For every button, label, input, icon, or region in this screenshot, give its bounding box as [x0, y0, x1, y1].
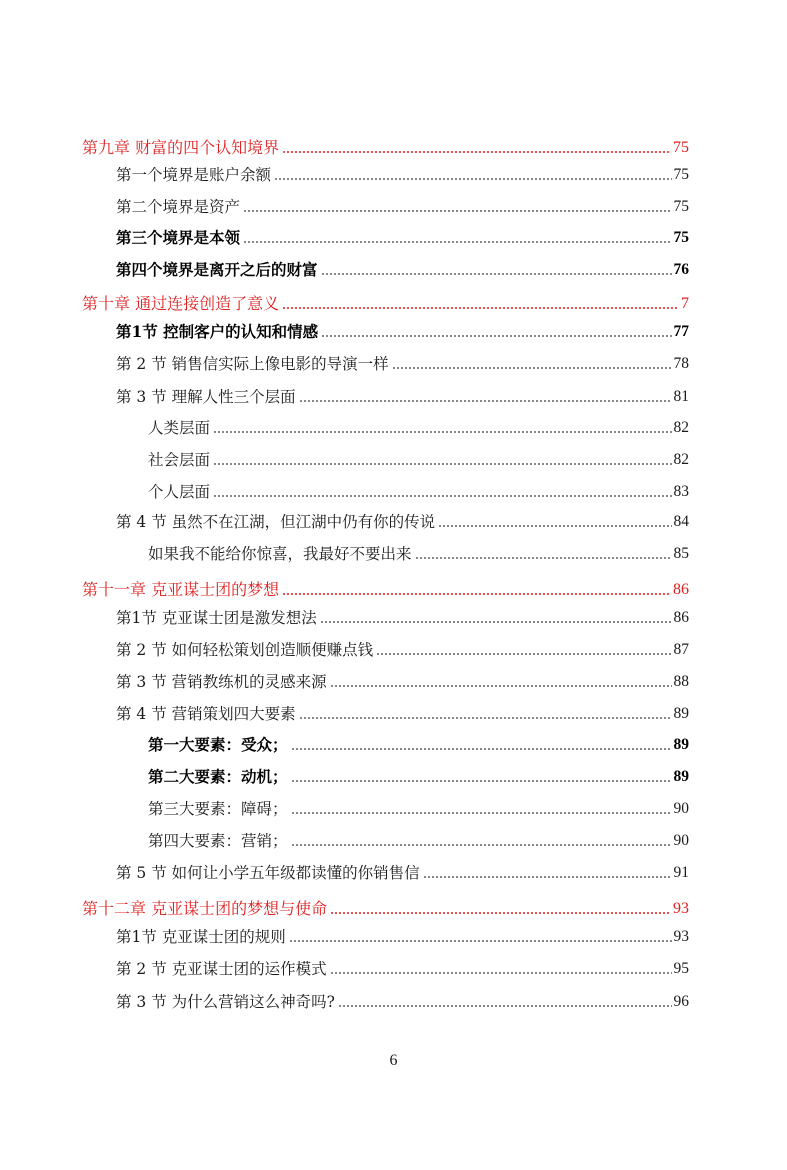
dot-leader: [243, 209, 671, 213]
toc-entry[interactable]: [116, 955, 689, 979]
toc-entry-page: 86: [673, 581, 689, 598]
toc-entry-page: 90: [673, 832, 689, 849]
toc-entry[interactable]: [148, 478, 689, 502]
page-number: 6: [389, 1052, 398, 1069]
toc-entry[interactable]: [116, 256, 689, 280]
toc-chapter-entry[interactable]: [82, 576, 689, 600]
toc-entry-title: 第 2 节 克亚谋士团的运作模式: [116, 960, 327, 978]
toc-entry-title: 第三个境界是本领: [116, 228, 241, 247]
toc-entry-page: 75: [673, 229, 689, 246]
toc-entry-title: 个人层面: [148, 483, 211, 501]
toc-entry-title: 人类层面: [148, 419, 211, 437]
toc-entry-title: 第十章 通过连接创造了意义: [82, 294, 280, 313]
dot-leader: [299, 399, 672, 403]
toc-entry-title: 第二大要素：动机；: [148, 767, 288, 786]
toc-entry-title: 第十二章 克亚谋士团的梦想与使命: [82, 899, 328, 918]
toc-entry-title: 第一大要素：受众；: [148, 735, 288, 754]
dot-leader: [291, 779, 672, 783]
dot-leader: [338, 1004, 672, 1008]
dot-leader: [291, 843, 672, 847]
toc-entry-page: 84: [673, 513, 689, 530]
toc-entry[interactable]: [148, 795, 689, 819]
dot-leader: [291, 747, 672, 751]
toc-entry-page: 76: [673, 261, 689, 278]
toc-entry-page: 89: [673, 736, 689, 753]
dot-leader: [243, 240, 671, 244]
dot-leader: [330, 911, 671, 915]
toc-entry-page: 81: [673, 388, 689, 405]
toc-entry-title: 第 3 节 为什么营销这么神奇吗?: [116, 993, 335, 1011]
toc-entry-page: 85: [673, 545, 689, 562]
toc-entry-title: 第 4 节 虽然不在江湖，但江湖中仍有你的传说: [116, 513, 436, 531]
toc-entry[interactable]: [116, 318, 689, 342]
toc-entry-page: 75: [673, 198, 689, 215]
dot-leader: [282, 150, 671, 154]
toc-entry-page: 93: [673, 900, 689, 917]
toc-entry-title: 第 2 节 销售信实际上像电影的导演一样: [116, 355, 389, 373]
toc-entry[interactable]: [116, 161, 689, 185]
dot-leader: [321, 272, 672, 276]
toc-entry-page: 75: [673, 139, 689, 156]
toc-entry-title: 第一个境界是账户余额: [116, 166, 272, 184]
toc-entry-title: 第 2 节 如何轻松策划创造顺便赚点钱: [116, 641, 374, 659]
toc-entry-page: 82: [673, 419, 689, 436]
toc-entry[interactable]: [148, 731, 689, 755]
toc-entry-page: 88: [673, 673, 689, 690]
dot-leader: [320, 620, 672, 624]
toc-entry-page: 82: [673, 451, 689, 468]
toc-entry[interactable]: [116, 383, 689, 407]
toc-entry-title: 第1节 克亚谋士团是激发想法: [116, 609, 317, 627]
dot-leader: [274, 177, 671, 181]
toc-entry-page: 93: [673, 928, 689, 945]
toc-entry-title: 第1节 控制客户的认知和情感: [116, 322, 319, 341]
toc-entry[interactable]: [116, 988, 689, 1012]
dot-leader: [415, 556, 672, 560]
toc-entry[interactable]: [116, 859, 689, 883]
toc-entry[interactable]: [116, 668, 689, 692]
toc-entry[interactable]: [148, 414, 689, 438]
toc-entry-page: 86: [673, 609, 689, 626]
toc-entry[interactable]: [148, 827, 689, 851]
toc-entry-title: 第 5 节 如何让小学五年级都读懂的你销售信: [116, 864, 420, 882]
toc-entry-page: 7: [681, 295, 689, 312]
toc-entry[interactable]: [116, 508, 689, 532]
toc-entry-page: 95: [673, 960, 689, 977]
dot-leader: [291, 811, 672, 815]
toc-entry-title: 第九章 财富的四个认知境界: [82, 138, 280, 157]
dot-leader: [392, 366, 672, 370]
toc-entry[interactable]: [116, 350, 689, 374]
toc-entry-page: 83: [673, 483, 689, 500]
dot-leader: [213, 430, 671, 434]
toc-entry-title: 第1节 克亚谋士团的规则: [116, 928, 286, 946]
dot-leader: [213, 494, 671, 498]
dot-leader: [423, 875, 672, 879]
toc-entry[interactable]: [148, 540, 689, 564]
toc-entry-page: 89: [673, 768, 689, 785]
toc-entry-title: 第 4 节 营销策划四大要素: [116, 705, 296, 723]
toc-entry-page: 87: [673, 641, 689, 658]
toc-entry-title: 第二个境界是资产: [116, 198, 241, 216]
toc-entry-title: 第 3 节 理解人性三个层面: [116, 388, 296, 406]
toc-entry[interactable]: [116, 193, 689, 217]
toc-entry-page: 89: [673, 705, 689, 722]
toc-entry-title: 第四个境界是离开之后的财富: [116, 260, 318, 279]
toc-entry-page: 77: [673, 323, 689, 340]
toc-entry-page: 75: [673, 166, 689, 183]
toc-chapter-entry[interactable]: [82, 290, 689, 314]
toc-entry-page: 91: [673, 864, 689, 881]
toc-entry[interactable]: [116, 224, 689, 248]
dot-leader: [321, 334, 671, 338]
toc-entry-page: 96: [673, 993, 689, 1010]
dot-leader: [289, 939, 672, 943]
toc-entry[interactable]: [116, 700, 689, 724]
toc-entry-page: 90: [673, 800, 689, 817]
dot-leader: [376, 652, 671, 656]
toc-entry-title: 第三大要素：障碍；: [148, 800, 288, 818]
toc-chapter-entry[interactable]: [82, 895, 689, 919]
toc-chapter-entry[interactable]: [82, 134, 689, 158]
dot-leader: [213, 462, 671, 466]
toc-entry[interactable]: [116, 636, 689, 660]
toc-entry-title: 第 3 节 营销教练机的灵感来源: [116, 673, 327, 691]
dot-leader: [330, 684, 672, 688]
toc-entry[interactable]: [148, 763, 689, 787]
dot-leader: [438, 524, 671, 528]
toc-entry[interactable]: [116, 923, 689, 947]
dot-leader: [330, 971, 672, 975]
toc-entry-page: 78: [673, 355, 689, 372]
toc-entry-title: 如果我不能给你惊喜，我最好不要出来: [148, 545, 412, 563]
toc-entry-title: 第十一章 克亚谋士团的梦想: [82, 580, 280, 599]
dot-leader: [299, 716, 672, 720]
dot-leader: [282, 306, 679, 310]
toc-entry-title: 第四大要素：营销；: [148, 832, 288, 850]
toc-entry[interactable]: [116, 604, 689, 628]
toc-entry[interactable]: [148, 446, 689, 470]
dot-leader: [282, 592, 671, 596]
toc-entry-title: 社会层面: [148, 451, 211, 469]
